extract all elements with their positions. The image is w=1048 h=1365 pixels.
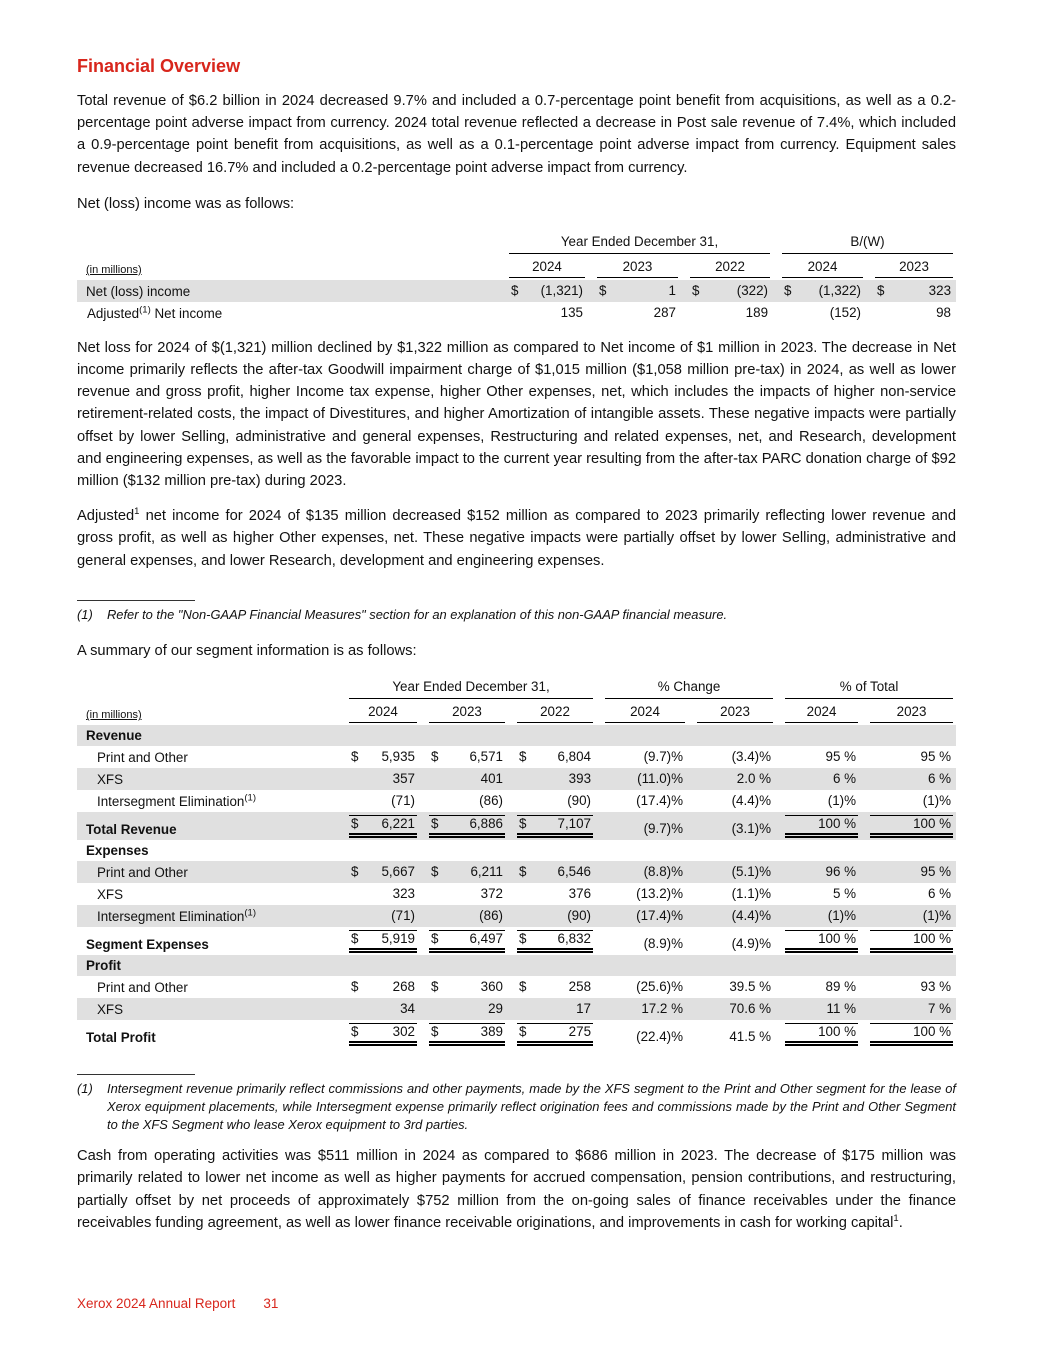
table-row [77, 861, 956, 883]
table-row [77, 998, 956, 1020]
value-cell: (71) [391, 793, 415, 809]
value-cell: (4.4)% [731, 793, 772, 809]
segment-table [77, 676, 956, 1048]
value-cell: 96 % [825, 864, 857, 880]
value-cell: 401 [480, 771, 503, 787]
year-column-header: 2024 [776, 701, 861, 725]
cash-flow-paragraph: Cash from operating activities was $511 million in 2024 as compared to $686 million in 2023. The decrease of $175 million was primarily related to lower net income as well as higher payments for accrued compensation, pension contributions, and restructuring, partially offset by net proceeds of approximately $752 million from the on-going sales of finance receivables under the finance receivables funding agreement, as well as lower finance receivable originations, and improvements in cash for working capital$^1$. [77, 1148, 956, 1231]
value-cell: $ 389 [420, 1020, 508, 1048]
page-content [77, 0, 956, 1234]
value-cell: (86) [479, 908, 503, 924]
value-cell: (25.6)% [636, 979, 684, 995]
in-millions-label: (in millions) [86, 263, 142, 276]
value-cell: (3.4)% [731, 749, 772, 765]
value-cell: 100 % [861, 812, 956, 840]
revenue-overview-paragraph: Total revenue of $6.2 billion in 2024 decreased 9.7% and included a 0.7-percentage point benefit from acquisitions, as well as a 0.2-percentage point adverse impact from currency. 2024 total revenue reflected a decrease in Post sale revenue of 7.4%, which included a 0.9-percentage point benefit from acquisitions, as well as a 0.1-percentage point adverse impact from currency. Equipment sales revenue decreased 16.7% and included a 0.2-percentage point adverse impact from currency. [77, 93, 956, 176]
value-cell: (13.2)% [636, 886, 684, 902]
year-column-header: 2023 [420, 701, 508, 725]
table-header-years [77, 256, 956, 280]
row-label: Net (loss) income [86, 283, 191, 299]
value-cell: (4.9)% [731, 936, 772, 952]
value-cell: $ 5,919 [340, 927, 420, 955]
value-cell: $ 302 [340, 1020, 420, 1048]
value-cell: 393 [568, 771, 592, 787]
footnote-marker: (1) [77, 1081, 93, 1097]
row-label: Total Revenue [86, 822, 177, 838]
empty-cell [77, 676, 340, 701]
value-cell: $ 6,832 [508, 927, 596, 955]
net-income-table [77, 231, 956, 324]
value-cell: 100 % [776, 1020, 861, 1048]
value-cell: 376 [568, 886, 592, 902]
value-cell: (17.4)% [636, 908, 684, 924]
footnote-marker: (1) [77, 606, 93, 622]
footnote-text: Refer to the "Non-GAAP Financial Measures" section for an explanation of this non-GAAP financial measure. [107, 606, 728, 622]
year-column-header: 2024 [596, 701, 688, 725]
value-cell: 70.6 % [729, 1001, 772, 1017]
value-cell: (11.0)% [637, 771, 684, 787]
table-header-groups [77, 231, 956, 256]
value-cell: 6 % [927, 886, 952, 902]
footnote-non-gaap [77, 606, 956, 624]
value-cell: 11 % [826, 1001, 857, 1017]
table-row [77, 768, 956, 790]
page-footer [77, 1296, 278, 1311]
total-row [77, 812, 956, 840]
value-cell: $ 6,221 [340, 812, 420, 840]
section-label: Expenses [86, 843, 149, 859]
table-row [77, 905, 956, 927]
net-loss-paragraph: Net loss for 2024 of $(1,321) million declined by $1,322 million as compared to Net income of $1 million in 2023. The decrease in Net income primarily reflects the after-tax Goodwill impairment charge of $1,015 million ($1,058 million pre-tax) in 2024, as well as lower revenue and gross profit, higher Income tax expense, higher Other expenses, net, which includes the impacts of higher non-service retirement-related costs, the impact of Divestitures, and higher Amortization of intangible assets. These negative impacts were partially offset by lower Selling, administrative and general expenses, Restructuring and related expenses, net, and Research, development and engineering expenses, as well as the favorable impact to the current year resulting from the after-tax PARC donation charge of $92 million ($132 million pre-tax) during 2023. [77, 339, 956, 490]
adjusted-income-paragraph: Adjusted$^1$ net income for 2024 of $135 million decreased $152 million as compared to 2023 primarily reflecting lower revenue and gross profit, as well as higher Other expenses, net. These negative impacts were partially offset by lower Selling, administrative and general expenses, and lower Research, development and engineering expenses. [77, 506, 956, 569]
pct-change-group-header: % Change [596, 676, 776, 701]
value-cell: $ 6,546 [519, 864, 592, 880]
value-cell: (1)% [922, 793, 952, 809]
year-group-header: Year Ended December 31, [500, 231, 773, 256]
section-row [77, 955, 956, 976]
total-row [77, 1020, 956, 1048]
value-cell: 287 [653, 304, 676, 320]
value-cell: $ 6,211 [431, 864, 503, 880]
year-column-header: 2024 [773, 256, 866, 280]
value-cell: 29 [488, 1001, 503, 1017]
value-cell: (8.8)% [643, 864, 684, 880]
value-cell: 100 % [776, 927, 861, 955]
footnote-text: Intersegment revenue primarily reflect commissions and other payments, made by the XFS segment to the Print and Other segment for the lease of Xerox equipment placements, while Intersegment expense primarily reflect origination fees and commissions made by the Print and Other Segment to the XFS Segment who lease Xerox equipment to 3rd parties. [107, 1081, 956, 1132]
value-cell: (5.1)% [731, 864, 772, 880]
row-label: XFS [97, 887, 124, 903]
row-label: Print and Other [97, 980, 188, 996]
value-cell: 5 % [832, 886, 857, 902]
value-cell: 323 [392, 886, 415, 902]
value-cell: $ (1,321) [511, 282, 583, 298]
empty-cell [340, 955, 956, 976]
row-label: Segment Expenses [86, 937, 209, 953]
pct-total-group-header: % of Total [776, 676, 956, 701]
value-cell: $ 6,497 [420, 927, 508, 955]
value-cell: 89 % [825, 979, 857, 995]
value-cell: 372 [480, 886, 503, 902]
value-cell: $ 1 [599, 282, 676, 298]
row-label: XFS [97, 772, 124, 788]
value-cell: 7 % [927, 1001, 952, 1017]
section-row [77, 840, 956, 861]
table-row [77, 790, 956, 812]
value-cell: 98 [936, 304, 952, 320]
section-label: Revenue [86, 728, 142, 744]
segment-intro: A summary of our segment information is as follows: [77, 643, 417, 660]
value-cell: (8.9)% [643, 936, 684, 952]
value-cell: 39.5 % [729, 979, 772, 995]
value-cell: 2.0 % [736, 771, 772, 787]
value-cell: 100 % [776, 812, 861, 840]
table-row [77, 280, 956, 302]
year-group-header: Year Ended December 31, [340, 676, 596, 701]
value-cell: $ (322) [692, 282, 769, 298]
value-cell: $ 323 [877, 282, 952, 298]
value-cell: 95 % [920, 749, 952, 765]
value-cell: 17.2 % [641, 1001, 684, 1017]
footnote-divider [77, 1074, 195, 1075]
row-label: Intersegment Elimination$^{(1)}$ [97, 792, 256, 810]
value-cell: (4.4)% [731, 908, 772, 924]
empty-cell [77, 231, 500, 256]
table-header-groups [77, 676, 956, 701]
value-cell: $ 258 [519, 979, 592, 995]
value-cell: 41.5 % [729, 1029, 772, 1045]
row-label: XFS [97, 1002, 124, 1018]
value-cell: $ 6,886 [420, 812, 508, 840]
value-cell: 95 % [920, 864, 952, 880]
value-cell: 189 [745, 304, 769, 320]
footnote-intersegment [77, 1080, 956, 1133]
row-label: Adjusted$^{(1)}$ Net income [87, 304, 223, 321]
value-cell: $ (1,322) [784, 282, 862, 298]
value-cell: $ 5,935 [351, 749, 415, 765]
year-column-header: 2022 [681, 256, 773, 280]
row-label: Intersegment Elimination$^{(1)}$ [97, 907, 256, 925]
value-cell: (90) [567, 908, 592, 924]
table-header-years [77, 701, 956, 725]
row-label: Total Profit [86, 1030, 156, 1046]
table-row [77, 976, 956, 998]
value-cell: (1)% [827, 793, 857, 809]
in-millions-label: (in millions) [86, 709, 142, 722]
row-label: Print and Other [97, 750, 188, 766]
value-cell: $ 268 [351, 979, 415, 995]
value-cell: (1.1)% [731, 886, 772, 902]
value-cell: (17.4)% [636, 793, 684, 809]
value-cell: (86) [479, 793, 503, 809]
value-cell: 100 % [861, 927, 956, 955]
section-row [77, 725, 956, 746]
year-column-header: 2024 [340, 701, 420, 725]
footer-page-number: 31 [263, 1296, 279, 1311]
value-cell: $ 360 [431, 979, 503, 995]
section-label: Profit [86, 958, 121, 974]
value-cell: (9.7)% [643, 821, 684, 837]
table-row [77, 302, 956, 324]
value-cell: (152) [829, 304, 862, 320]
value-cell: 135 [560, 304, 583, 320]
year-column-header: 2024 [500, 256, 588, 280]
empty-cell [340, 725, 956, 746]
value-cell: $ 6,571 [431, 749, 503, 765]
value-cell: (3.1)% [731, 821, 772, 837]
row-label: Print and Other [97, 865, 188, 881]
bw-group-header: B/(W) [773, 231, 956, 256]
value-cell: (71) [391, 908, 415, 924]
value-cell: 6 % [832, 771, 857, 787]
year-column-header: 2023 [861, 701, 956, 725]
value-cell: $ 5,667 [351, 864, 415, 880]
value-cell: $ 7,107 [508, 812, 596, 840]
value-cell: 34 [400, 1001, 415, 1017]
year-column-header: 2023 [688, 701, 776, 725]
value-cell: (9.7)% [643, 749, 684, 765]
value-cell: 93 % [920, 979, 952, 995]
value-cell: 100 % [861, 1020, 956, 1048]
year-column-header: 2022 [508, 701, 596, 725]
value-cell: 6 % [927, 771, 952, 787]
year-column-header: 2023 [866, 256, 956, 280]
section-heading: Financial Overview [77, 56, 241, 76]
value-cell: $ 6,804 [519, 749, 592, 765]
footnote-divider [77, 600, 195, 601]
value-cell: (22.4)% [636, 1029, 684, 1045]
table-row [77, 883, 956, 905]
value-cell: 357 [392, 771, 415, 787]
value-cell: $ 275 [508, 1020, 596, 1048]
value-cell: (1)% [827, 908, 857, 924]
empty-cell [340, 840, 956, 861]
year-column-header: 2023 [588, 256, 681, 280]
value-cell: (90) [567, 793, 592, 809]
net-income-intro: Net (loss) income was as follows: [77, 195, 295, 212]
value-cell: 17 [576, 1001, 592, 1017]
total-row [77, 927, 956, 955]
table-row [77, 746, 956, 768]
footer-report-name: Xerox 2024 Annual Report [77, 1296, 236, 1311]
value-cell: 95 % [825, 749, 857, 765]
value-cell: (1)% [922, 908, 952, 924]
